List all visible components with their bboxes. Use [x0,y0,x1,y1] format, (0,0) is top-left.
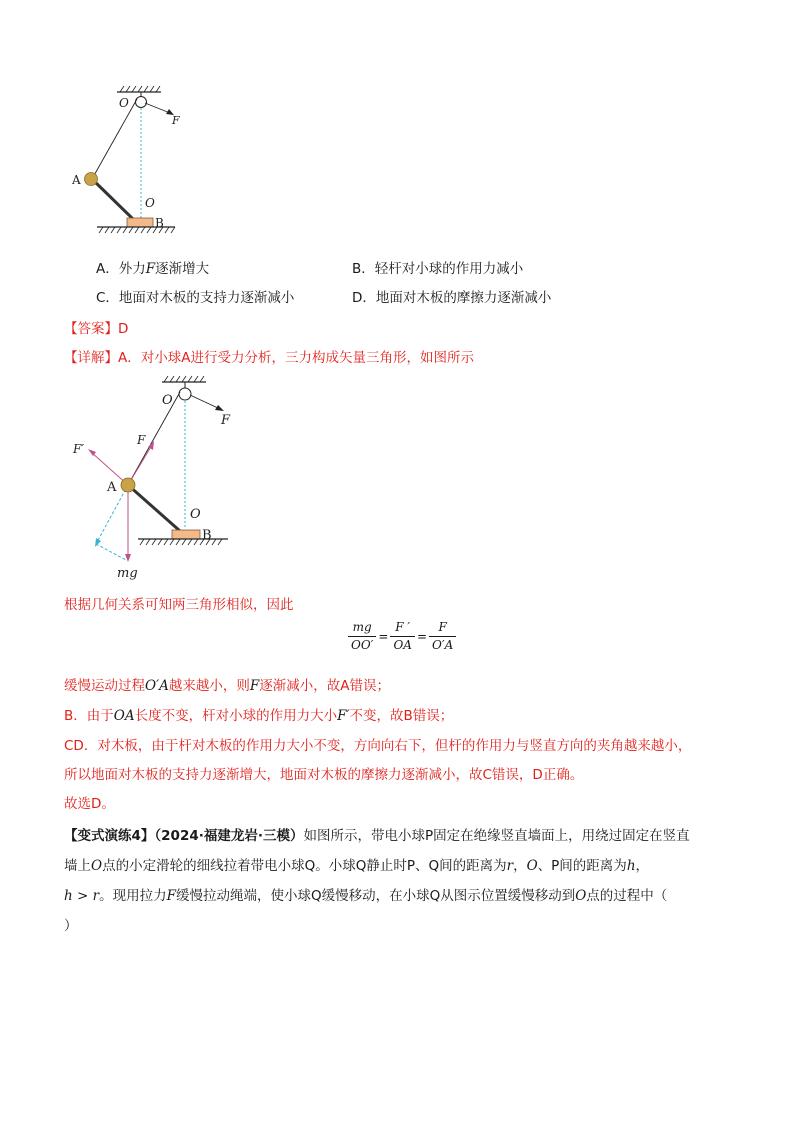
eq-sign-1: = [378,629,389,644]
option-a-suffix: 逐渐增大 [155,261,210,277]
line-cd-1: CD．对木板，由于杆对木板的作用力大小不变，方向向右下，但杆的作用力与竖直方向的夹角越来越小， [64,738,692,754]
label-f: F [172,114,180,127]
line-b: B．由于OA长度不变，杆对小球的作用力大小F′不变，故B错误； [64,708,454,724]
variant-line-2: 墙上O点的小定滑轮的细线拉着带电小球Q。小球Q静止时P、Q间的距离为r，O、P间的距离为h， [64,858,650,874]
board-icon [127,218,153,227]
detail-tag: 【详解】 [64,350,118,366]
pulley-icon [136,97,147,108]
detail-line-1 [64,346,474,366]
option-a [96,257,209,277]
variant-line-4: ） [64,918,78,934]
label-b: B [155,216,164,230]
label2-f-right: F [221,413,231,428]
figure-2 [68,372,258,584]
label2-b: B [202,528,212,543]
line-cd-2: 所以地面对木板的支持力逐渐增大，地面对木板的摩擦力逐渐减小，故C错误，D正确。 [64,767,584,783]
answer-line [64,317,128,337]
figure-1-svg [72,80,215,240]
variant-tag: 【变式演练4】 [64,828,155,844]
label2-o-mid: O [190,507,201,522]
answer-tag: 【答案】 [64,321,118,337]
option-c: C．地面对木板的支持力逐渐减小 [96,290,295,306]
frac-1: $\frac{mg}{OO'}$ [348,620,376,653]
ball-icon [121,478,135,492]
board-icon [172,530,200,539]
figure-2-svg [68,372,258,584]
pulley-icon [179,388,191,400]
label-o-top: O [119,96,129,110]
label2-o-top: O [162,393,173,408]
choose-line: 故选D。 [64,796,115,812]
answer-value: D [118,321,129,337]
eq-sign-2: = [416,629,428,644]
variant-line-1: 【变式演练4】（2024·福建龙岩·三模）如图所示，带电小球P固定在绝缘竖直墙面上，用绕过固定在竖直 [64,828,690,844]
variant-source: （2024·福建龙岩·三模） [154,828,304,844]
frac-2: $\frac{F '}{OA}$ [390,620,415,653]
figure-1 [72,80,215,240]
option-a-var: F [145,261,156,277]
label2-f-prime: F′ [73,442,85,456]
option-a-prefix: A．外力 [96,261,146,277]
ball-icon [85,173,98,186]
variant-line-3: h > r。现用拉力F缓慢拉动绳端，使小球Q缓慢移动，在小球Q从图示位置缓慢移动到O点的过程中（ [64,888,668,904]
label2-f-rod: F [137,433,146,447]
ratio-equation [346,620,458,656]
label-o-mid: O [145,196,155,210]
label-a: A [72,173,81,187]
line-a: 缓慢运动过程O′A越来越小，则F逐渐减小，故A错误； [64,678,391,694]
label2-mg: mg [117,566,138,581]
option-b: B．轻杆对小球的作用力减小 [352,261,524,277]
option-d: D．地面对木板的摩擦力逐渐减小 [352,290,552,306]
detail-text-1: A．对小球A进行受力分析，三力构成矢量三角形，如图所示 [118,350,474,366]
similar-line: 根据几何关系可知两三角形相似，因此 [64,597,294,613]
label2-a: A [107,480,117,495]
frac-3: $\frac{F}{O'A}$ [429,620,456,653]
